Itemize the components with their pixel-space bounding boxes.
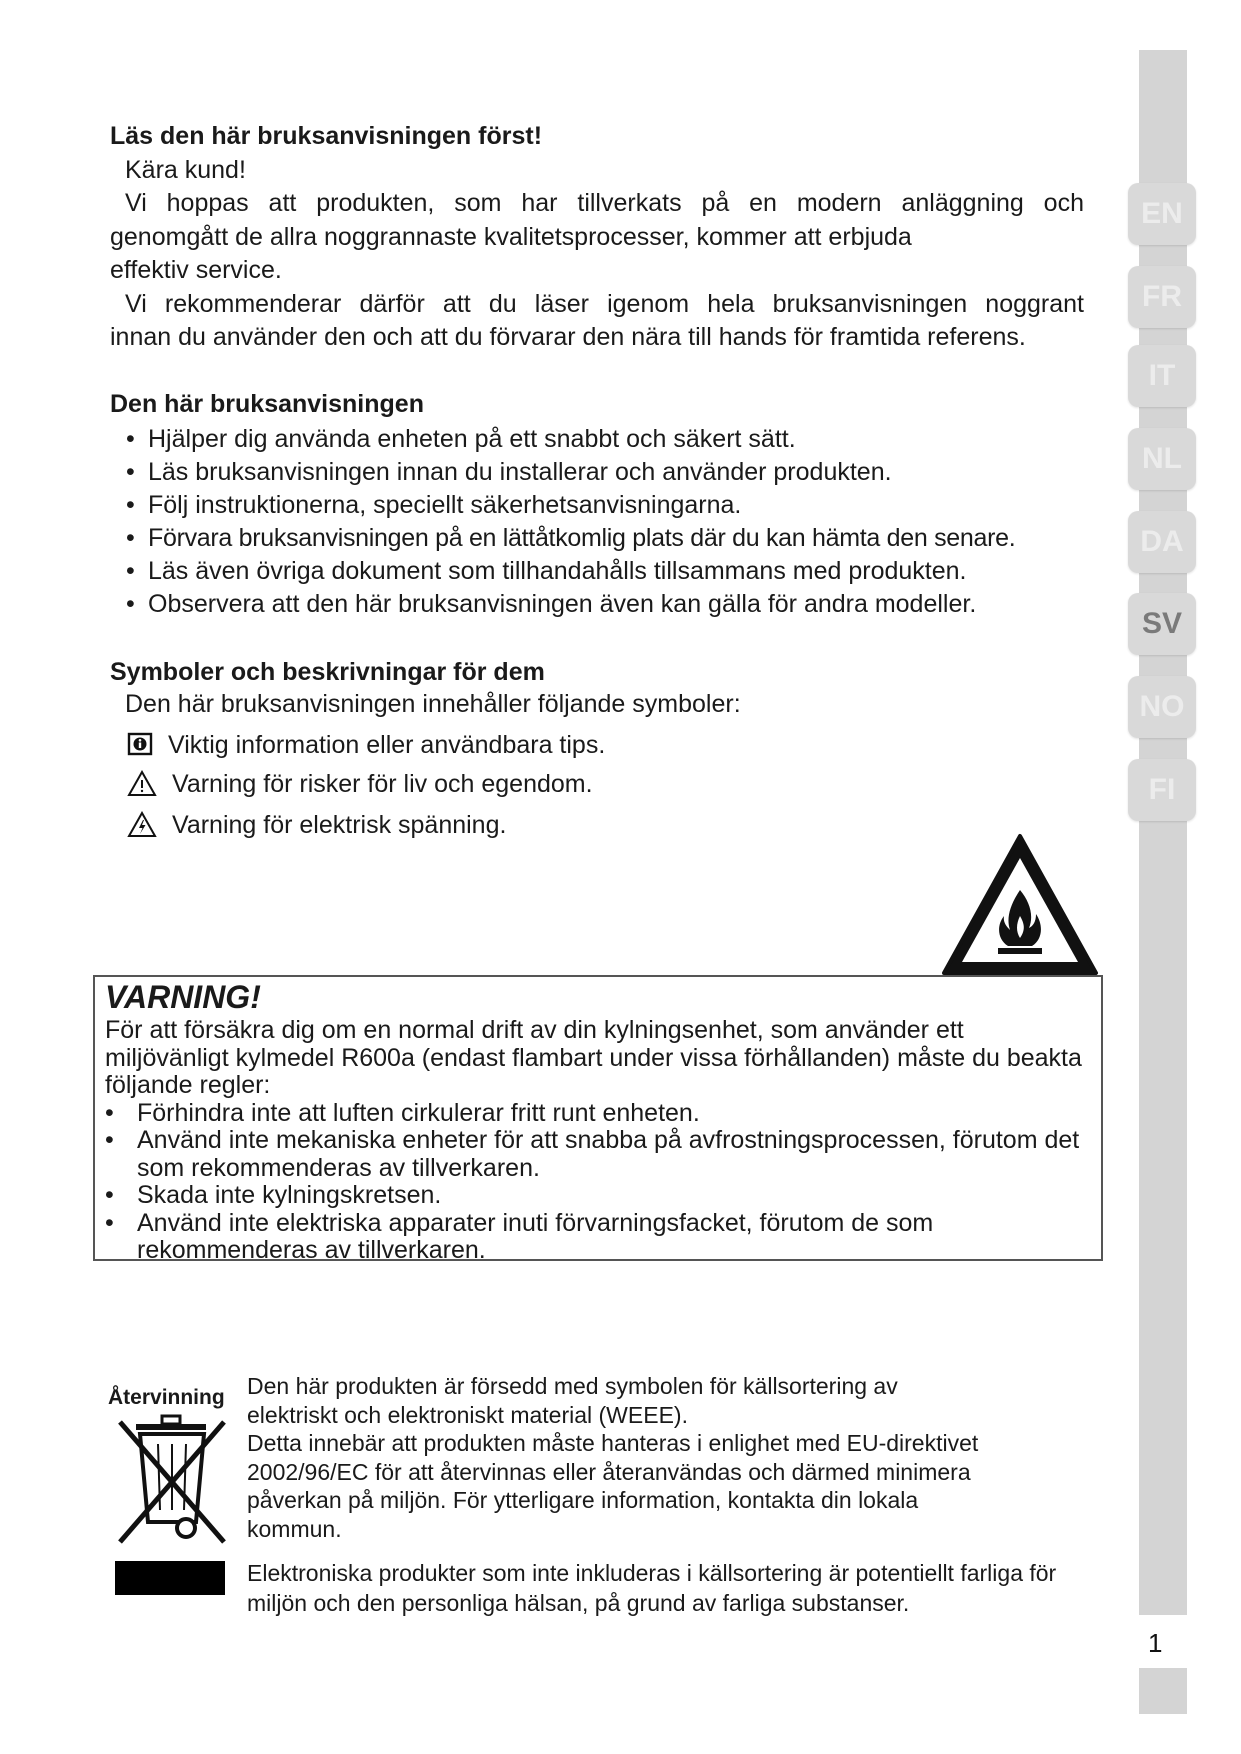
tab-language-no[interactable]: NO xyxy=(1128,676,1196,738)
list-item: • Förvara bruksanvisningen på en lättåtkomlig plats där du kan hämta den senare. xyxy=(110,522,1100,555)
list-item: • Läs även övriga dokument som tillhandahålls tillsammans med produkten. xyxy=(110,555,1100,588)
list-item: • Hjälper dig använda enheten på ett snabbt och säkert sätt. xyxy=(110,423,1100,456)
list-item: • Skada inte kylningskretsen. xyxy=(105,1182,1091,1210)
list-item: • Förhindra inte att luften cirkulerar fritt runt enheten. xyxy=(105,1100,1091,1128)
intro-section xyxy=(110,120,1084,355)
intro-para1-line3: effektiv service. xyxy=(110,256,282,284)
warning-triangle-icon xyxy=(126,770,158,798)
info-icon xyxy=(126,731,154,759)
list-item: • Observera att den här bruksanvisningen även kan gälla för andra modeller. xyxy=(110,588,1100,621)
list-item: • Använd inte elektriska apparater inuti förvarningsfacket, förutom de som rekommenderas av tillverkaren. xyxy=(105,1210,1091,1265)
sidebar-footer-block xyxy=(1139,1668,1187,1714)
warning-text: För att försäkra dig om en normal drift av din kylningsenhet, som använder ett miljövänligt kylmedel R600a (endast flambart under vissa förhållanden) måste du beakta följande regler: xyxy=(105,1016,1082,1099)
manual-heading: Den här bruksanvisningen xyxy=(110,390,424,418)
symbols-intro: Den här bruksanvisningen innehåller följande symboler: xyxy=(125,690,741,718)
warning-box xyxy=(93,975,1103,1264)
list-item: • Läs bruksanvisningen innan du installerar och använder produkten. xyxy=(110,456,1100,489)
symbols-heading: Symboler och beskrivningar för dem xyxy=(110,658,545,686)
weee-bin-icon xyxy=(112,1410,232,1550)
warning-title: VARNING! xyxy=(105,979,261,1015)
warning-list xyxy=(105,1100,1091,1265)
tab-language-nl[interactable]: NL xyxy=(1128,428,1196,490)
page-number: 1 xyxy=(1148,1628,1163,1658)
symbol-text-warning: Varning för risker för liv och egendom. xyxy=(172,770,593,798)
tab-language-sv[interactable]: SV xyxy=(1128,593,1196,655)
tab-language-it[interactable]: IT xyxy=(1128,345,1196,407)
recycling-text-1: Den här produkten är försedd med symbolen för källsortering av elektriskt och elektroniskt material (WEEE). xyxy=(247,1373,898,1428)
greeting: Kära kund! xyxy=(125,155,246,184)
symbol-text-electric: Varning för elektrisk spänning. xyxy=(172,811,507,839)
intro-para2-line2: innan du använder den och att du förvarar den nära till hands för framtida referens. xyxy=(110,323,1026,351)
tab-language-da[interactable]: DA xyxy=(1128,511,1196,573)
symbols-section xyxy=(110,656,1100,846)
recycling-text-2: Detta innebär att produkten måste hanteras i enlighet med EU-direktivet 2002/96/EC för att återvinnas eller återanvändas och därmed minimera påverkan på miljön. För ytterligare information, kontakta din lokala kommun. xyxy=(247,1430,979,1542)
electric-warning-icon xyxy=(126,811,158,839)
tab-language-fr[interactable]: FR xyxy=(1128,266,1196,328)
manual-list xyxy=(110,423,1100,621)
intro-heading: Läs den här bruksanvisningen först! xyxy=(110,122,543,150)
symbol-text-info: Viktig information eller användbara tips. xyxy=(168,731,606,759)
tab-language-fi[interactable]: FI xyxy=(1128,759,1196,821)
tab-language-en[interactable]: EN xyxy=(1128,183,1196,245)
intro-para1-line1: Vi hoppas att produkten, som har tillverkats på en modern anläggning och xyxy=(125,189,1084,217)
symbol-row-warning xyxy=(110,764,1100,804)
manual-section xyxy=(110,388,1100,621)
recycling-text xyxy=(247,1372,1117,1543)
black-bar xyxy=(115,1561,225,1595)
list-item: • Följ instruktionerna, speciellt säkerhetsanvisningarna. xyxy=(110,489,1100,522)
intro-para2-line1: Vi rekommenderar därför att du läser igenom hela bruksanvisningen noggrant xyxy=(125,289,1084,318)
recycling-text-3: Elektroniska produkter som inte inkluderas i källsortering är potentiellt farliga för miljön och den personliga hälsan, på grund av farliga substanser. xyxy=(247,1560,1057,1616)
symbol-row-info xyxy=(110,726,1100,764)
recycling-label: Återvinning xyxy=(108,1386,225,1409)
intro-para1-line2: genomgått de allra noggrannaste kvalitetsprocesser, kommer att erbjuda xyxy=(110,222,912,251)
flammable-warning-icon xyxy=(940,830,1100,978)
list-item: • Använd inte mekaniska enheter för att snabba på avfrostningsprocessen, förutom det som rekommenderas av tillverkaren. xyxy=(105,1127,1091,1182)
